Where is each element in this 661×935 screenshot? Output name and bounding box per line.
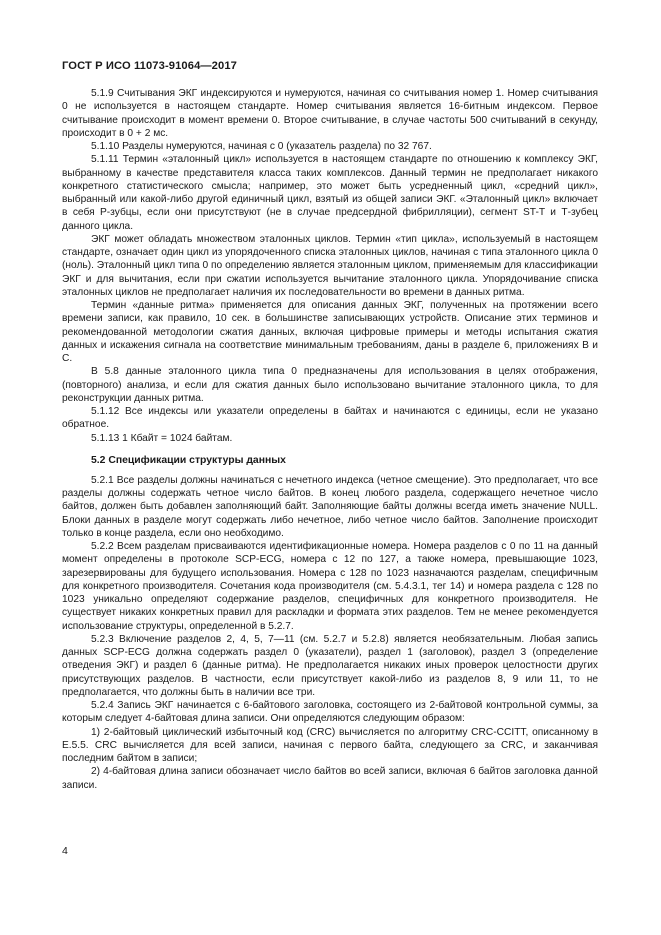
- paragraph-5-1-12: 5.1.12 Все индексы или указатели определены в байтах и начинаются с единицы, если не указано обратное.: [62, 406, 598, 431]
- section-heading-5-2: 5.2 Спецификации структуры данных: [91, 454, 286, 466]
- paragraph-5-2-1: 5.2.1 Все разделы должны начинаться с нечетного индекса (четное смещение). Это предполагает, что все разделы должны содержать четное число байтов. В конец любого раздела, содержащего нечетное число байтов, должен быть добавлен заполняющий байт. Заполняющие байты должны всегда иметь значение NULL. Блоки данных в разделе могут содержать либо нечетное, либо четное число байтов. Заполнение происходит только в конце раздела, если оно необходимо.: [62, 474, 598, 539]
- page-header-title: ГОСТ Р ИСО 11073-91064—2017: [62, 60, 237, 72]
- paragraph-5-1-13: 5.1.13 1 Кбайт = 1024 байтам.: [91, 432, 233, 444]
- paragraph-5-2-3: 5.2.3 Включение разделов 2, 4, 5, 7—11 (см. 5.2.7 и 5.2.8) является необязательным. Любая запись данных SCP-ECG должна содержать раздел 0 (указатели), раздел 1 (заголовок), раздел 3 (определение отведения ЭКГ) и раздел 6 (данные ритма). Не предполагается никаких иных проверок целостности других присутствующих разделов. В частности, если присутствует какой-либо из разделов 8, 9 или 11, то не предполагается, что должны быть в наличии все три.: [62, 633, 598, 698]
- paragraph-5-1-10: 5.1.10 Разделы нумеруются, начиная с 0 (указатель раздела) по 32 767.: [91, 141, 432, 152]
- list-item-record-length: 2) 4-байтовая длина записи обозначает число байтов во всей записи, включая 6 байтов заголовка данной записи.: [62, 766, 598, 791]
- page-number: 4: [62, 845, 68, 857]
- paragraph-5-1-9: 5.1.9 Считывания ЭКГ индексируются и нумеруются, начиная со считывания номер 1. Номер считывания 0 не используется в настоящем стандарте. Номер считывания является 16-битным индексом. Первое считывание происходит в момент времени 0. Второе считывание, в случае частоты 500 считываний в секунду, происходит в 0 + 2 мс.: [62, 88, 598, 139]
- paragraph-5-1-11: 5.1.11 Термин «эталонный цикл» используется в настоящем стандарте по отношению к комплексу ЭКГ, выбранному в качестве представителя класса таких комплексов. Данный термин не предполагает никакого конкретного статистического смысла; например, это может быть усредненный цикл, «средний цикл», выбранный или какой-либо другой единичный цикл, взятый из общей записи ЭКГ. «Эталонный цикл» включает в себя Р-зубцы, если они присутствуют (не в случае предсердной фибрилляции), сегмент ST-T и Т-зубец данного цикла.: [62, 154, 598, 232]
- paragraph-reference-cycle-usage: В 5.8 данные эталонного цикла типа 0 предназначены для использования в целях отображения, (повторного) анализа, и если для сжатия данных было использовано вычитание эталонного цикла, то для реконструкции данных ритма.: [62, 366, 598, 404]
- paragraph-cycle-types: ЭКГ может обладать множеством эталонных циклов. Термин «тип цикла», используемый в настоящем стандарте, означает один цикл из упорядоченного списка эталонных циклов, начиная с типа эталонного цикла 0 (ноль). Эталонный цикл типа 0 по определению является эталонным циклом, применяемым для классификации ЭКГ и для вычитания, если при сжатии используется вычитание эталонного цикла. Упорядочивание списка эталонных циклов не предполагает наличия их последовательности во времени в данных ритма.: [62, 233, 598, 298]
- paragraph-5-2-2: 5.2.2 Всем разделам присваиваются идентификационные номера. Номера разделов с 0 по 11 на данный момент определены в протоколе SCP-ECG, номера с 12 по 127, а также номера, превышающие 1023, зарезервированы для будущего использования. Номера с 128 по 1023 назначаются разделам, специфичным для конкретного производителя. Сочетания кода производителя (см. 5.4.3.1, тег 14) и номера раздела с 128 по 1023 уникально определяют содержание разделов, специфичных для конкретного производителя. Не существует никаких конкретных правил для раскладки и формата этих разделов. Тем не менее рекомендуется использование структуры, определенной в 5.2.7.: [62, 541, 598, 632]
- paragraph-rhythm-data: Термин «данные ритма» применяется для описания данных ЭКГ, полученных на протяжении всего времени записи, как правило, 10 сек. в большинстве записывающих устройств. Описание этих терминов и рекомендованной методологии сжатия данных, включая цифровые примеры и методы испытания сжатия данных и искажения сигнала на соответствие минимальным требованиям, даны в разделе 6, приложениях В и С.: [62, 300, 598, 364]
- paragraph-5-2-4: 5.2.4 Запись ЭКГ начинается с 6-байтового заголовка, состоящего из 2-байтовой контрольной суммы, за которым следует 4-байтовая длина записи. Они определяются следующим образом:: [62, 700, 598, 725]
- document-body: [62, 87, 598, 792]
- list-item-crc: 1) 2-байтовый циклический избыточный код (CRC) вычисляется по алгоритму CRC-CCITT, описанному в Е.5.5. CRC вычисляется для всей записи, начиная с первого байта, следующего за CRC, и заканчивая последним байтом в записи;: [62, 726, 598, 764]
